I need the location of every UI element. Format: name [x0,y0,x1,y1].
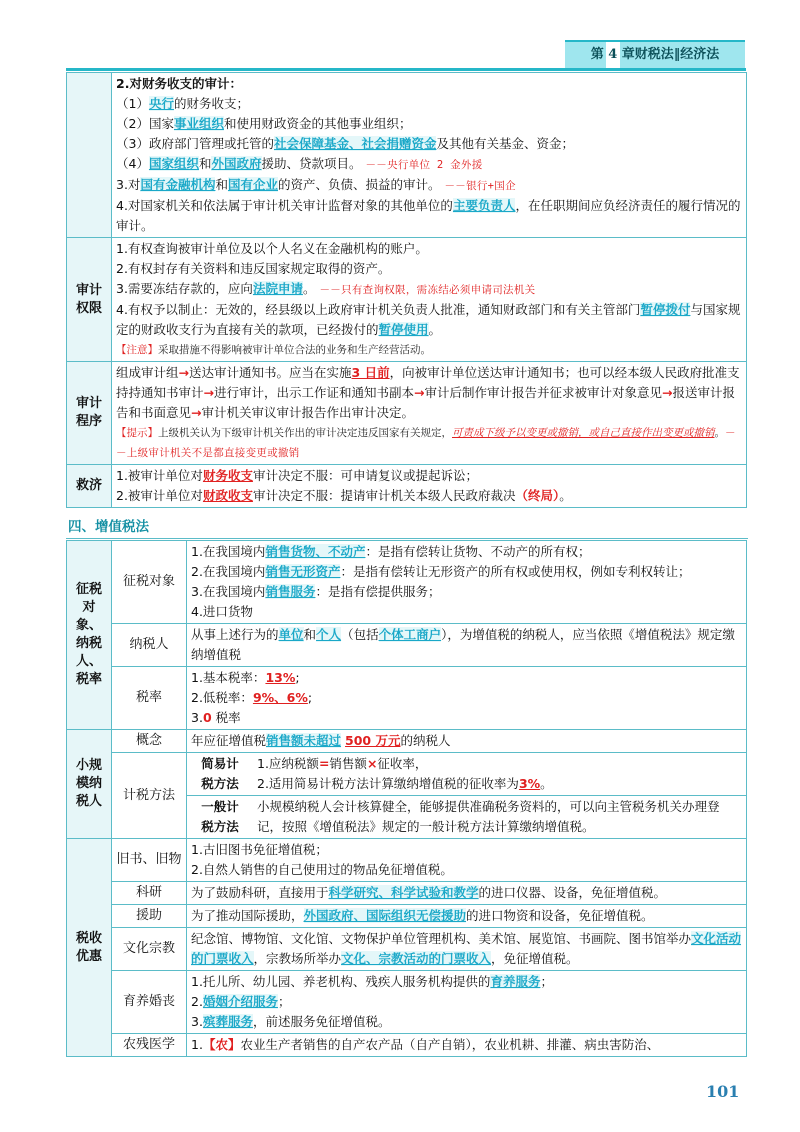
scope-item: （4）国家组织和外国政府援助、贷款项目。 －－央行单位 2 金外援 [116,156,483,171]
relief-agri-content: 1.【农】农业生产者销售的自产农产品（自产自销），农业机耕、排灌、病虫害防治、 [187,1034,747,1057]
relief-old-content: 1.古旧图书免征增值税； 2.自然人销售的自己使用过的物品免征增值税。 [187,839,747,882]
relief-aid-label: 援助 [112,905,187,928]
simple-method-text: 1.应纳税额=销售额×征收率， 2.适用简易计税方法计算缴纳增值税的征收率为3%。 [257,756,553,791]
table-row [67,928,747,971]
table-row [67,730,747,753]
scope-item: 4.对国家机关和依法属于审计机关审计监督对象的其他单位的主要负责人，在任职期间应负经济责任的履行情况的审计。 [116,198,741,233]
section-title: 四、增值税法 [66,516,748,539]
table-row [67,238,747,362]
audit-scope-content [112,73,747,238]
table-row [67,465,747,508]
audit-power-label: 审计 权限 [67,238,112,362]
relief-culture-content: 纪念馆、博物馆、文化馆、文物保护单位管理机构、美术馆、展览馆、书画院、图书馆举办文化活动的门票收入，宗教场所举办文化、宗教活动的门票收入，免征增值税。 [187,928,747,971]
table-row [67,362,747,465]
relief-agri-label: 农残医学 [112,1034,187,1057]
small-method-general [187,796,747,839]
relief-research-content: 为了鼓励科研，直接用于科学研究、科学试验和教学的进口仪器、设备，免征增值税。 [187,882,747,905]
general-method-text: 小规模纳税人会计核算健全，能够提供准确税务资料的，可以向主管税务机关办理登记，按照《增值税法》规定的一般计税方法计算缴纳增值税。 [257,799,720,834]
chapter-number: 4 [606,42,620,68]
small-concept-content: 年应征增值税销售额未超过 500 万元的纳税人 [187,730,747,753]
vat-group-small: 小规 模纳 税人 [67,730,112,839]
table-row [67,971,747,1034]
vat-object-label: 征税对象 [112,541,187,624]
table-row [67,667,747,730]
scope-item: （3）政府部门管理或托管的社会保障基金、社会捐赠资金及其他有关基金、资金； [116,136,574,151]
vat-payer-content: 从事上述行为的单位和个人（包括个体工商户），为增值税的纳税人，应当依照《增值税法》规定缴纳增值税 [187,624,747,667]
table-row [67,753,747,796]
vat-group-relief: 税收 优惠 [67,839,112,1057]
simple-method-label: 简易计 税方法 [201,756,239,791]
relief-aid-content: 为了推动国际援助，外国政府、国际组织无偿援助的进口物资和设备，免征增值税。 [187,905,747,928]
table-row [67,73,747,238]
relief-care-label: 育养婚丧 [112,971,187,1034]
relief-research-label: 科研 [112,882,187,905]
table-row [67,1034,747,1057]
table-row [67,624,747,667]
audit-table [66,72,747,508]
vat-object-content: 1.在我国境内销售货物、不动产：是指有偿转让货物、不动产的所有权； 2.在我国境内销售无形资产：是指有偿转让无形资产的所有权或使用权，例如专利权转让； 3.在我国境内销售服务：是指有偿提供服务； 4.进口货物 [187,541,747,624]
general-method-label: 一般计 税方法 [201,799,239,834]
relief-old-label: 旧书、旧物 [112,839,187,882]
scope-item: （2）国家事业组织和使用财政资金的其他事业组织； [116,116,412,131]
small-method-label: 计税方法 [112,753,187,839]
relief-culture-label: 文化宗教 [112,928,187,971]
audit-relief-content: 1.被审计单位对财务收支审计决定不服：可申请复议或提起诉讼； 2.被审计单位对财政收支审计决定不服：提请审计机关本级人民政府裁决（终局）。 [112,465,747,508]
table-row [67,839,747,882]
small-method-simple [187,753,747,796]
page-number: 101 [706,1082,740,1101]
chapter-header [565,40,745,70]
table-row [67,905,747,928]
small-concept-label: 概念 [112,730,187,753]
audit-proc-content: 组成审计组→送达审计通知书。应当在实施3 日前，向被审计单位送达审计通知书；也可以经本级人民政府批准支持持通知书审计→进行审计，出示工作证和通知书副本→审计后制作审计报告并征求被审计对象意见→报送审计报告和书面意见→审计机关审议审计报告作出审计决定。 【提示】上级机关认为下级审计机关作出的审计决定违反国家有关规定，可责成下级予以变更或撤销，或自己直接作出变更或撤销。－－上级审计机关不是都直接变更或撤销 [112,362,747,465]
vat-rate-content: 1.基本税率：13%; 2.低税率：9%、6%; 3.0 税率 [187,667,747,730]
audit-scope-label [67,73,112,238]
scope-item: 3.对国有金融机构和国有企业的资产、负债、损益的审计。 －－银行+国企 [116,177,516,192]
chapter-prefix: 第 [590,47,604,62]
table-row [67,541,747,624]
audit-relief-label: 救济 [67,465,112,508]
vat-payer-label: 纳税人 [112,624,187,667]
vat-rate-label: 税率 [112,667,187,730]
scope-item: （1）央行的财务收支； [116,96,249,111]
method-inner [187,796,746,838]
vat-table [66,540,747,1057]
scope-title: 2.对财务收支的审计： [116,76,242,91]
table-row [67,882,747,905]
vat-group-object: 征税 对 象、 纳税 人、 税率 [67,541,112,730]
relief-care-content: 1.托儿所、幼儿园、养老机构、残疾人服务机构提供的育养服务； 2.婚姻介绍服务； 3.殡葬服务，前述服务免征增值税。 [187,971,747,1034]
chapter-title: 财税法‖经济法 [634,47,720,62]
chapter-suffix: 章 [621,47,635,62]
audit-power-content: 1.有权查询被审计单位及以个人名义在金融机构的账户。 2.有权封存有关资料和违反国家规定取得的资产。 3.需要冻结存款的，应向法院申请。 －－只有查询权限，需冻结必须申请司法机关 4.有权予以制止：无效的，经县级以上政府审计机关负责人批准，通知财政部门和有关主管部门暂停拨付与国家规定的财政收支行为直接有关的款项，已经拨付的暂停使用。 【注意】采取措施不得影响被审计单位合法的业务和生产经营活动。 [112,238,747,362]
audit-proc-label: 审计 程序 [67,362,112,465]
method-inner [187,753,746,795]
header-rule [66,68,746,71]
